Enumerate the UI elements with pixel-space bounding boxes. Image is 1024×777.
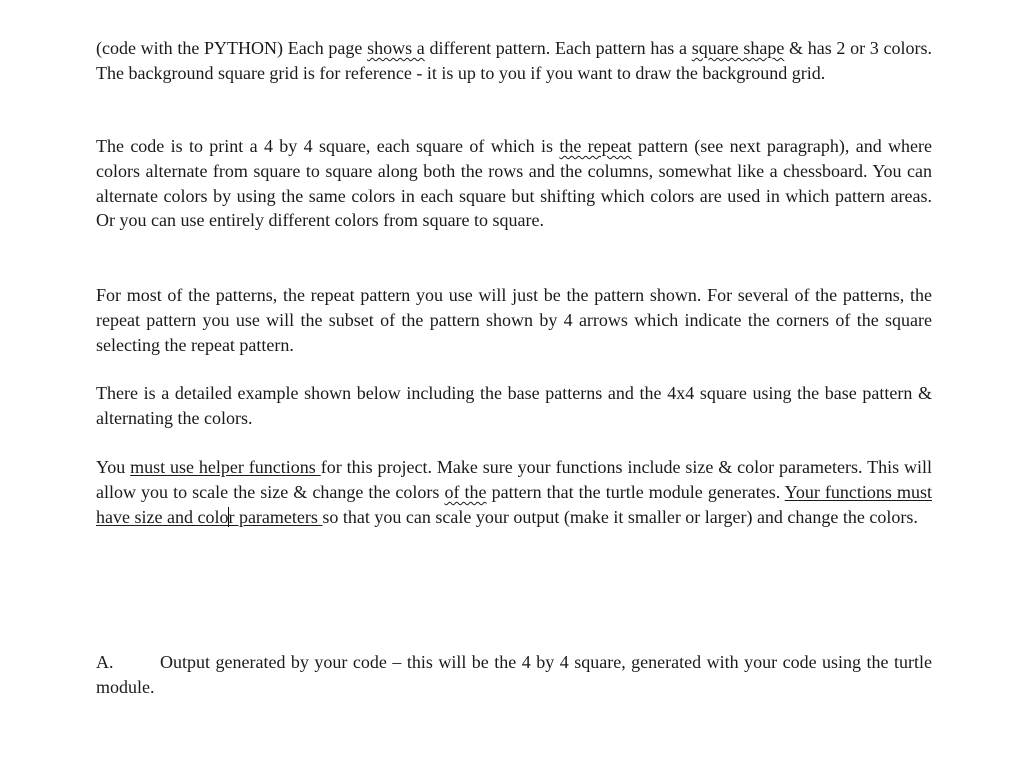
intro-text-1: (code with the PYTHON) Each page bbox=[96, 38, 368, 58]
code-desc-text-1: The code is to print a 4 by 4 square, each square of which is bbox=[96, 136, 560, 156]
intro-text-3: & has 2 or 3 colors. The background square grid is for reference - it is up to you if you want to draw the background grid. bbox=[96, 38, 932, 83]
helpers-text-2: for this project. Make sure your functions include size & color parameters. This will allow you to scale the size & change the colors bbox=[96, 457, 932, 502]
paragraph-helper-functions bbox=[96, 455, 932, 529]
spellcheck-mark-square-shape: square shape bbox=[691, 38, 785, 58]
spellcheck-mark-shows-a: shows a bbox=[367, 38, 425, 58]
paragraph-code-description bbox=[96, 134, 932, 233]
section-a-text: Output generated by your code – this will be the 4 by 4 square, generated with your code using the turtle module. bbox=[96, 652, 932, 697]
paragraph-repeat-pattern: For most of the patterns, the repeat pattern you use will just be the pattern shown. For several of the patterns, the repeat pattern you use will the subset of the pattern shown by 4 arrows which indicate the corners of the square selecting the repeat pattern. bbox=[96, 285, 932, 355]
helpers-text-4: so that you can scale your output (make it smaller or larger) and change the colors. bbox=[322, 506, 918, 527]
paragraph-section-a bbox=[96, 650, 932, 700]
underlined-r-parameters: r parameters bbox=[228, 506, 323, 527]
underlined-must-use-helper-functions: must use helper functions bbox=[130, 457, 321, 477]
spellcheck-mark-of-the: of the bbox=[444, 481, 487, 502]
spellcheck-mark-the-repeat: the repeat bbox=[559, 136, 632, 156]
paragraph-example: There is a detailed example shown below including the base patterns and the 4x4 square using the base pattern & alternating the colors. bbox=[96, 383, 932, 428]
helpers-text-1: You bbox=[96, 457, 131, 477]
code-desc-text-2: pattern (see next paragraph), and where colors alternate from square to square along both the rows and the columns, somewhat like a chessboard. You can alternate colors by using the same colors in each square but shifting which colors are used in which pattern areas. Or you can use entirely different colors from square to square. bbox=[96, 136, 933, 231]
paragraph-intro bbox=[96, 36, 932, 86]
section-a-label: A. bbox=[96, 652, 114, 672]
helpers-text-3: pattern that the turtle module generates. bbox=[486, 481, 785, 502]
underlined-functions-must-have-size-and-colo: Your functions must have size and colo bbox=[96, 481, 932, 527]
intro-text-2: different pattern. Each pattern has a bbox=[424, 38, 692, 58]
